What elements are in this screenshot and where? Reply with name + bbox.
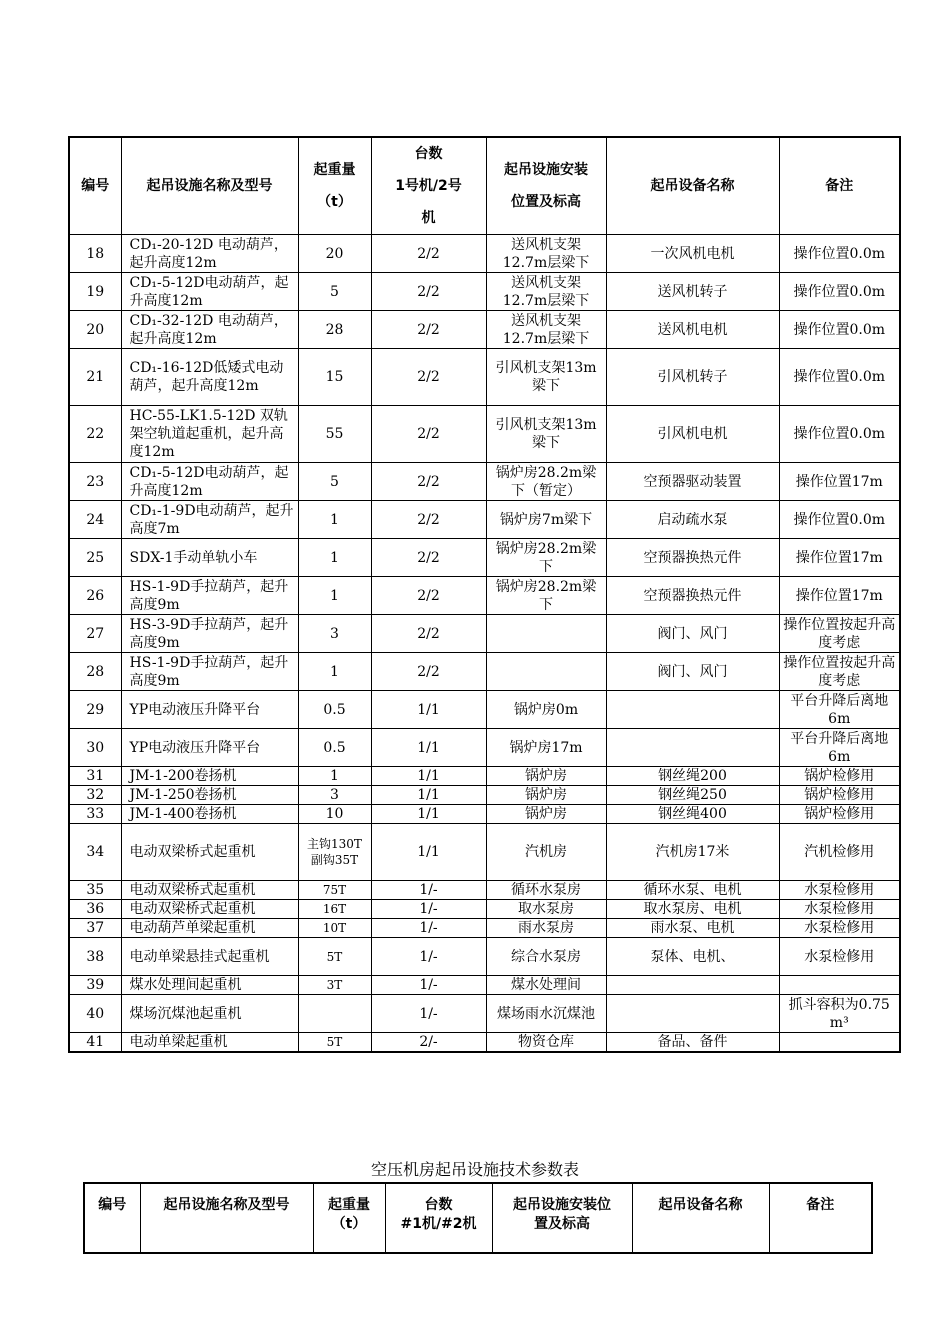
cell-remark: 操作位置0.0m <box>779 501 900 539</box>
table2-title: 空压机房起吊设施技术参数表 <box>370 1160 579 1179</box>
cell-equipment: 空预器换热元件 <box>606 539 779 577</box>
lifting-equipment-table <box>68 136 901 1053</box>
cell-remark: 操作位置17m <box>779 539 900 577</box>
cell-count: 2/2 <box>371 311 486 349</box>
cell-no: 22 <box>69 406 121 463</box>
cell-equipment <box>606 691 779 729</box>
cell-remark: 操作位置0.0m <box>779 406 900 463</box>
cell-capacity: 5 <box>298 463 371 501</box>
cell-capacity: 15 <box>298 349 371 406</box>
table-row <box>69 1033 900 1053</box>
cell-equipment: 雨水泵、电机 <box>606 919 779 938</box>
cell-remark <box>779 976 900 995</box>
cell-count: 1/- <box>371 938 486 976</box>
cell-no: 20 <box>69 311 121 349</box>
cell-count: 2/2 <box>371 273 486 311</box>
cell-capacity: 1 <box>298 653 371 691</box>
cell-equipment: 取水泵房、电机 <box>606 900 779 919</box>
table-row <box>69 501 900 539</box>
cell-no: 35 <box>69 881 121 900</box>
cell-remark: 锅炉检修用 <box>779 786 900 805</box>
cell-equipment <box>606 976 779 995</box>
cell-location: 锅炉房0m <box>486 691 606 729</box>
cell-remark: 抓斗容积为0.75 m³ <box>779 995 900 1033</box>
table-row <box>69 406 900 463</box>
cell-location: 锅炉房7m梁下 <box>486 501 606 539</box>
cell-location: 锅炉房 <box>486 767 606 786</box>
cell-equipment: 阀门、风门 <box>606 653 779 691</box>
cell-equipment: 空预器换热元件 <box>606 577 779 615</box>
cell-no: 34 <box>69 824 121 881</box>
cell-location: 锅炉房 <box>486 805 606 824</box>
cell-count: 1/1 <box>371 729 486 767</box>
cell-location: 引风机支架13m梁下 <box>486 406 606 463</box>
cell-count: 1/1 <box>371 805 486 824</box>
cell-capacity: 0.5 <box>298 729 371 767</box>
cell-location: 取水泵房 <box>486 900 606 919</box>
cell-location: 锅炉房28.2m梁下 <box>486 577 606 615</box>
table-row <box>69 577 900 615</box>
cell-location: 煤水处理间 <box>486 976 606 995</box>
cell-capacity: 28 <box>298 311 371 349</box>
cell-location: 循环水泵房 <box>486 881 606 900</box>
cell-no: 41 <box>69 1033 121 1053</box>
header2-count: 台数 #1机/#2机 <box>385 1183 492 1253</box>
cell-capacity: 5T <box>298 938 371 976</box>
table-row <box>69 767 900 786</box>
header-remark: 备注 <box>779 137 900 235</box>
cell-capacity: 10 <box>298 805 371 824</box>
table-row <box>69 539 900 577</box>
cell-name: HS-1-9D手拉葫芦，起升高度9m <box>121 577 298 615</box>
cell-count: 1/- <box>371 881 486 900</box>
table-row <box>69 938 900 976</box>
cell-count: 1/- <box>371 995 486 1033</box>
cell-no: 37 <box>69 919 121 938</box>
header2-equipment: 起吊设备名称 <box>632 1183 769 1253</box>
cell-location: 煤场雨水沉煤池 <box>486 995 606 1033</box>
cell-count: 1/1 <box>371 767 486 786</box>
cell-capacity: 5 <box>298 273 371 311</box>
cell-capacity: 3T <box>298 976 371 995</box>
cell-location: 雨水泵房 <box>486 919 606 938</box>
cell-location <box>486 653 606 691</box>
cell-no: 39 <box>69 976 121 995</box>
cell-equipment: 送风机电机 <box>606 311 779 349</box>
cell-remark: 操作位置0.0m <box>779 273 900 311</box>
table-header-row <box>69 137 900 235</box>
cell-remark: 平台升降后离地6m <box>779 691 900 729</box>
header2-capacity: 起重量 （t） <box>313 1183 385 1253</box>
table-row <box>69 805 900 824</box>
cell-location: 锅炉房28.2m梁下 <box>486 539 606 577</box>
cell-remark: 操作位置0.0m <box>779 235 900 273</box>
cell-remark: 锅炉检修用 <box>779 767 900 786</box>
cell-name: 电动双梁桥式起重机 <box>121 881 298 900</box>
table-row <box>69 919 900 938</box>
cell-location: 锅炉房17m <box>486 729 606 767</box>
cell-no: 30 <box>69 729 121 767</box>
table-row <box>69 976 900 995</box>
cell-capacity <box>298 995 371 1033</box>
cell-capacity: 1 <box>298 767 371 786</box>
cell-no: 29 <box>69 691 121 729</box>
cell-count: 2/2 <box>371 349 486 406</box>
cell-name: HS-1-9D手拉葫芦，起升高度9m <box>121 653 298 691</box>
cell-no: 19 <box>69 273 121 311</box>
cell-no: 40 <box>69 995 121 1033</box>
header-equipment: 起吊设备名称 <box>606 137 779 235</box>
header2-no: 编号 <box>84 1183 140 1253</box>
cell-no: 36 <box>69 900 121 919</box>
cell-name: 电动单梁悬挂式起重机 <box>121 938 298 976</box>
table-row <box>69 653 900 691</box>
cell-name: CD₁-5-12D电动葫芦，起升高度12m <box>121 273 298 311</box>
cell-location: 送风机支架12.7m层梁下 <box>486 235 606 273</box>
cell-name: 电动单梁起重机 <box>121 1033 298 1053</box>
cell-equipment: 钢丝绳200 <box>606 767 779 786</box>
cell-location: 送风机支架12.7m层梁下 <box>486 311 606 349</box>
cell-no: 25 <box>69 539 121 577</box>
cell-remark: 水泵检修用 <box>779 919 900 938</box>
cell-no: 31 <box>69 767 121 786</box>
table-row <box>69 786 900 805</box>
cell-count: 2/2 <box>371 501 486 539</box>
cell-capacity: 1 <box>298 539 371 577</box>
cell-equipment: 空预器驱动装置 <box>606 463 779 501</box>
cell-count: 2/2 <box>371 406 486 463</box>
cell-capacity: 3 <box>298 786 371 805</box>
cell-no: 28 <box>69 653 121 691</box>
cell-count: 1/- <box>371 976 486 995</box>
cell-equipment: 送风机转子 <box>606 273 779 311</box>
cell-capacity: 16T <box>298 900 371 919</box>
cell-capacity: 5T <box>298 1033 371 1053</box>
cell-location: 锅炉房28.2m梁下（暂定） <box>486 463 606 501</box>
cell-remark: 水泵检修用 <box>779 938 900 976</box>
cell-equipment: 引风机转子 <box>606 349 779 406</box>
cell-count: 2/2 <box>371 463 486 501</box>
table-row <box>69 463 900 501</box>
cell-name: 电动双梁桥式起重机 <box>121 900 298 919</box>
cell-capacity: 55 <box>298 406 371 463</box>
cell-count: 1/1 <box>371 824 486 881</box>
cell-no: 24 <box>69 501 121 539</box>
cell-count: 1/1 <box>371 691 486 729</box>
cell-count: 1/- <box>371 900 486 919</box>
cell-equipment: 阀门、风门 <box>606 615 779 653</box>
table-row <box>69 349 900 406</box>
cell-remark: 水泵检修用 <box>779 900 900 919</box>
cell-remark: 汽机检修用 <box>779 824 900 881</box>
table-row <box>69 311 900 349</box>
cell-no: 26 <box>69 577 121 615</box>
cell-remark <box>779 1033 900 1053</box>
table-row <box>69 995 900 1033</box>
cell-equipment: 泵体、电机、 <box>606 938 779 976</box>
table2-header-row <box>84 1183 872 1253</box>
cell-location: 综合水泵房 <box>486 938 606 976</box>
cell-remark: 操作位置0.0m <box>779 349 900 406</box>
cell-remark: 操作位置17m <box>779 577 900 615</box>
cell-count: 2/- <box>371 1033 486 1053</box>
table-row <box>69 824 900 881</box>
header2-location: 起吊设施安装位 置及标高 <box>492 1183 632 1253</box>
header2-name: 起吊设施名称及型号 <box>140 1183 313 1253</box>
cell-count: 2/2 <box>371 235 486 273</box>
cell-name: JM-1-200卷扬机 <box>121 767 298 786</box>
cell-no: 27 <box>69 615 121 653</box>
cell-location: 引风机支架13m梁下 <box>486 349 606 406</box>
header-name: 起吊设施名称及型号 <box>121 137 298 235</box>
cell-remark: 水泵检修用 <box>779 881 900 900</box>
cell-count: 1/- <box>371 919 486 938</box>
cell-location: 锅炉房 <box>486 786 606 805</box>
cell-name: JM-1-250卷扬机 <box>121 786 298 805</box>
cell-count: 2/2 <box>371 577 486 615</box>
cell-count: 2/2 <box>371 539 486 577</box>
cell-name: SDX-1手动单轨小车 <box>121 539 298 577</box>
cell-equipment: 启动疏水泵 <box>606 501 779 539</box>
cell-equipment: 汽机房17米 <box>606 824 779 881</box>
cell-name: CD₁-20-12D 电动葫芦，起升高度12m <box>121 235 298 273</box>
cell-name: HC-55-LK1.5-12D 双轨架空轨道起重机，起升高度12m <box>121 406 298 463</box>
header-capacity: 起重量 （t） <box>298 137 371 235</box>
cell-remark: 操作位置按起升高度考虑 <box>779 615 900 653</box>
table-row <box>69 615 900 653</box>
air-compressor-lifting-table <box>83 1182 873 1254</box>
header2-remark: 备注 <box>769 1183 872 1253</box>
cell-name: YP电动液压升降平台 <box>121 691 298 729</box>
table-row <box>69 273 900 311</box>
cell-no: 18 <box>69 235 121 273</box>
cell-name: JM-1-400卷扬机 <box>121 805 298 824</box>
cell-equipment: 循环水泵、电机 <box>606 881 779 900</box>
header-location: 起吊设施安装 位置及标高 <box>486 137 606 235</box>
cell-capacity: 0.5 <box>298 691 371 729</box>
cell-name: CD₁-32-12D 电动葫芦，起升高度12m <box>121 311 298 349</box>
cell-remark: 操作位置按起升高度考虑 <box>779 653 900 691</box>
cell-name: HS-3-9D手拉葫芦，起升高度9m <box>121 615 298 653</box>
cell-capacity: 1 <box>298 577 371 615</box>
cell-capacity: 主钩130T副钩35T <box>298 824 371 881</box>
cell-count: 2/2 <box>371 615 486 653</box>
cell-location: 送风机支架12.7m层梁下 <box>486 273 606 311</box>
cell-remark: 锅炉检修用 <box>779 805 900 824</box>
cell-no: 21 <box>69 349 121 406</box>
cell-equipment <box>606 995 779 1033</box>
table-row <box>69 881 900 900</box>
cell-name: CD₁-1-9D电动葫芦，起升高度7m <box>121 501 298 539</box>
cell-count: 1/1 <box>371 786 486 805</box>
table-row <box>69 691 900 729</box>
cell-name: 煤水处理间起重机 <box>121 976 298 995</box>
table-row <box>69 235 900 273</box>
table-row <box>69 900 900 919</box>
cell-name: 煤场沉煤池起重机 <box>121 995 298 1033</box>
cell-equipment: 备品、备件 <box>606 1033 779 1053</box>
cell-name: CD₁-16-12D低矮式电动葫芦，起升高度12m <box>121 349 298 406</box>
cell-capacity: 20 <box>298 235 371 273</box>
cell-capacity: 75T <box>298 881 371 900</box>
cell-equipment: 引风机电机 <box>606 406 779 463</box>
cell-remark: 平台升降后离地6m <box>779 729 900 767</box>
cell-name: CD₁-5-12D电动葫芦，起升高度12m <box>121 463 298 501</box>
cell-location: 物资仓库 <box>486 1033 606 1053</box>
cell-name: YP电动液压升降平台 <box>121 729 298 767</box>
cell-capacity: 10T <box>298 919 371 938</box>
cell-equipment: 一次风机电机 <box>606 235 779 273</box>
cell-equipment <box>606 729 779 767</box>
cell-remark: 操作位置0.0m <box>779 311 900 349</box>
cell-location <box>486 615 606 653</box>
cell-remark: 操作位置17m <box>779 463 900 501</box>
cell-equipment: 钢丝绳250 <box>606 786 779 805</box>
cell-name: 电动葫芦单梁起重机 <box>121 919 298 938</box>
cell-capacity: 3 <box>298 615 371 653</box>
header-count: 台数 1号机/2号 机 <box>371 137 486 235</box>
cell-equipment: 钢丝绳400 <box>606 805 779 824</box>
cell-name: 电动双梁桥式起重机 <box>121 824 298 881</box>
cell-no: 23 <box>69 463 121 501</box>
cell-location: 汽机房 <box>486 824 606 881</box>
cell-no: 32 <box>69 786 121 805</box>
header-no: 编号 <box>69 137 121 235</box>
table-row <box>69 729 900 767</box>
cell-no: 38 <box>69 938 121 976</box>
cell-count: 2/2 <box>371 653 486 691</box>
cell-capacity: 1 <box>298 501 371 539</box>
cell-no: 33 <box>69 805 121 824</box>
